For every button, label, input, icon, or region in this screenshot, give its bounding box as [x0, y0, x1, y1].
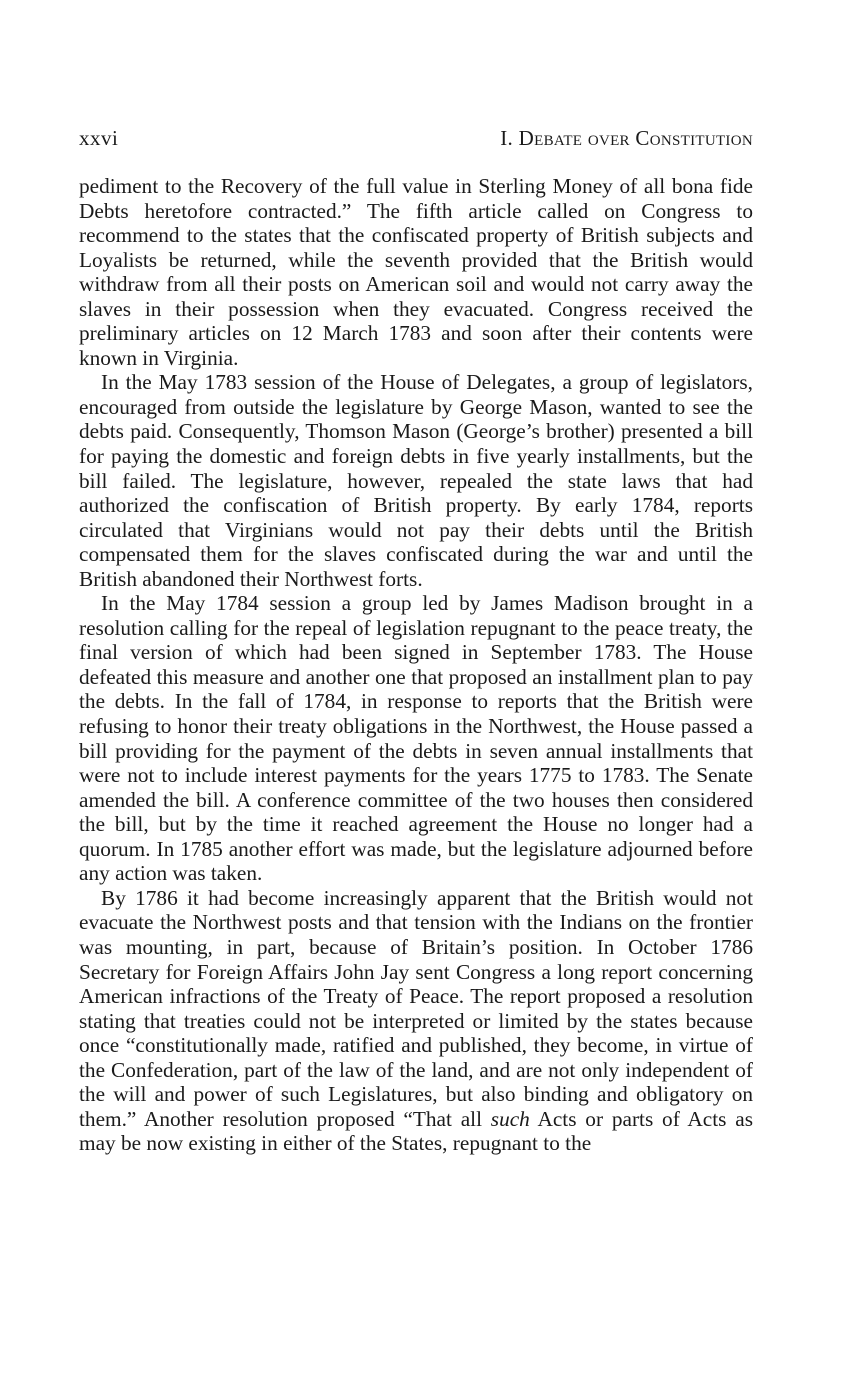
- running-title: I. Debate over Constitution: [500, 126, 753, 150]
- page-number: xxvi: [79, 126, 119, 150]
- paragraph-1786-report: [79, 886, 753, 1156]
- paragraph-text-before: By 1786 it had become increasingly apparent that the British would not evacuate the Northwest posts and that tension with the Indians on the frontier was mounting, in part, because of Britain’s position. In October 1786 Secretary for Foreign Affairs John Jay sent Congress a long report concerning American infractions of the Treaty of Peace. The report proposed a resolution stating that treaties could not be interpreted or limited by the states because once “constitutionally made, ratified and published, they become, in virtue of the Confederation, part of the law of the land, and are not only independent of the will and power of such Legislatures, but also binding and obligatory on them.” Another resolution proposed “That all: [79, 885, 753, 1131]
- paragraph-may-1783-session: In the May 1783 session of the House of Delegates, a group of legislators, encouraged from outside the legislature by George Mason, wanted to see the debts paid. Consequently, Thomson Mason (George’s brother) presented a bill for paying the domestic and foreign debts in five yearly installments, but the bill failed. The legislature, however, repealed the state laws that had authorized the confiscation of British property. By early 1784, reports circulated that Virginians would not pay their debts until the British compensated them for the slaves confiscated during the war and until the British abandoned their Northwest forts.: [79, 370, 753, 591]
- running-head: [79, 124, 753, 152]
- paragraph-may-1784-session: In the May 1784 session a group led by James Madison brought in a resolution calling for the repeal of legislation repugnant to the peace treaty, the final version of which had been signed in September 1783. The House defeated this measure and another one that proposed an installment plan to pay the debts. In the fall of 1784, in response to reports that the British were refusing to honor their treaty obligations in the Northwest, the House passed a bill providing for the payment of the debts in seven annual installments that were not to include interest payments for the years 1775 to 1783. The Senate amended the bill. A conference committee of the two houses then considered the bill, but by the time it reached agreement the House no longer had a quorum. In 1785 another effort was made, but the legislature adjourned before any action was taken.: [79, 591, 753, 886]
- emphasized-word: such: [490, 1106, 530, 1131]
- paragraph-text-after: Acts or parts of Acts as may be now existing in either of the States, repugnant to the: [79, 1106, 753, 1156]
- paragraph-continued: pediment to the Recovery of the full value in Sterling Money of all bona fide Debts heretofore contracted.” The fifth article called on Congress to recommend to the states that the confiscated property of British subjects and Loyalists be returned, while the seventh provided that the British would withdraw from all their posts on American soil and would not carry away the slaves in their possession when they evacuated. Congress received the preliminary articles on 12 March 1783 and soon after their contents were known in Virginia.: [79, 174, 753, 370]
- body-text: [79, 174, 753, 1156]
- book-page: [79, 124, 753, 1156]
